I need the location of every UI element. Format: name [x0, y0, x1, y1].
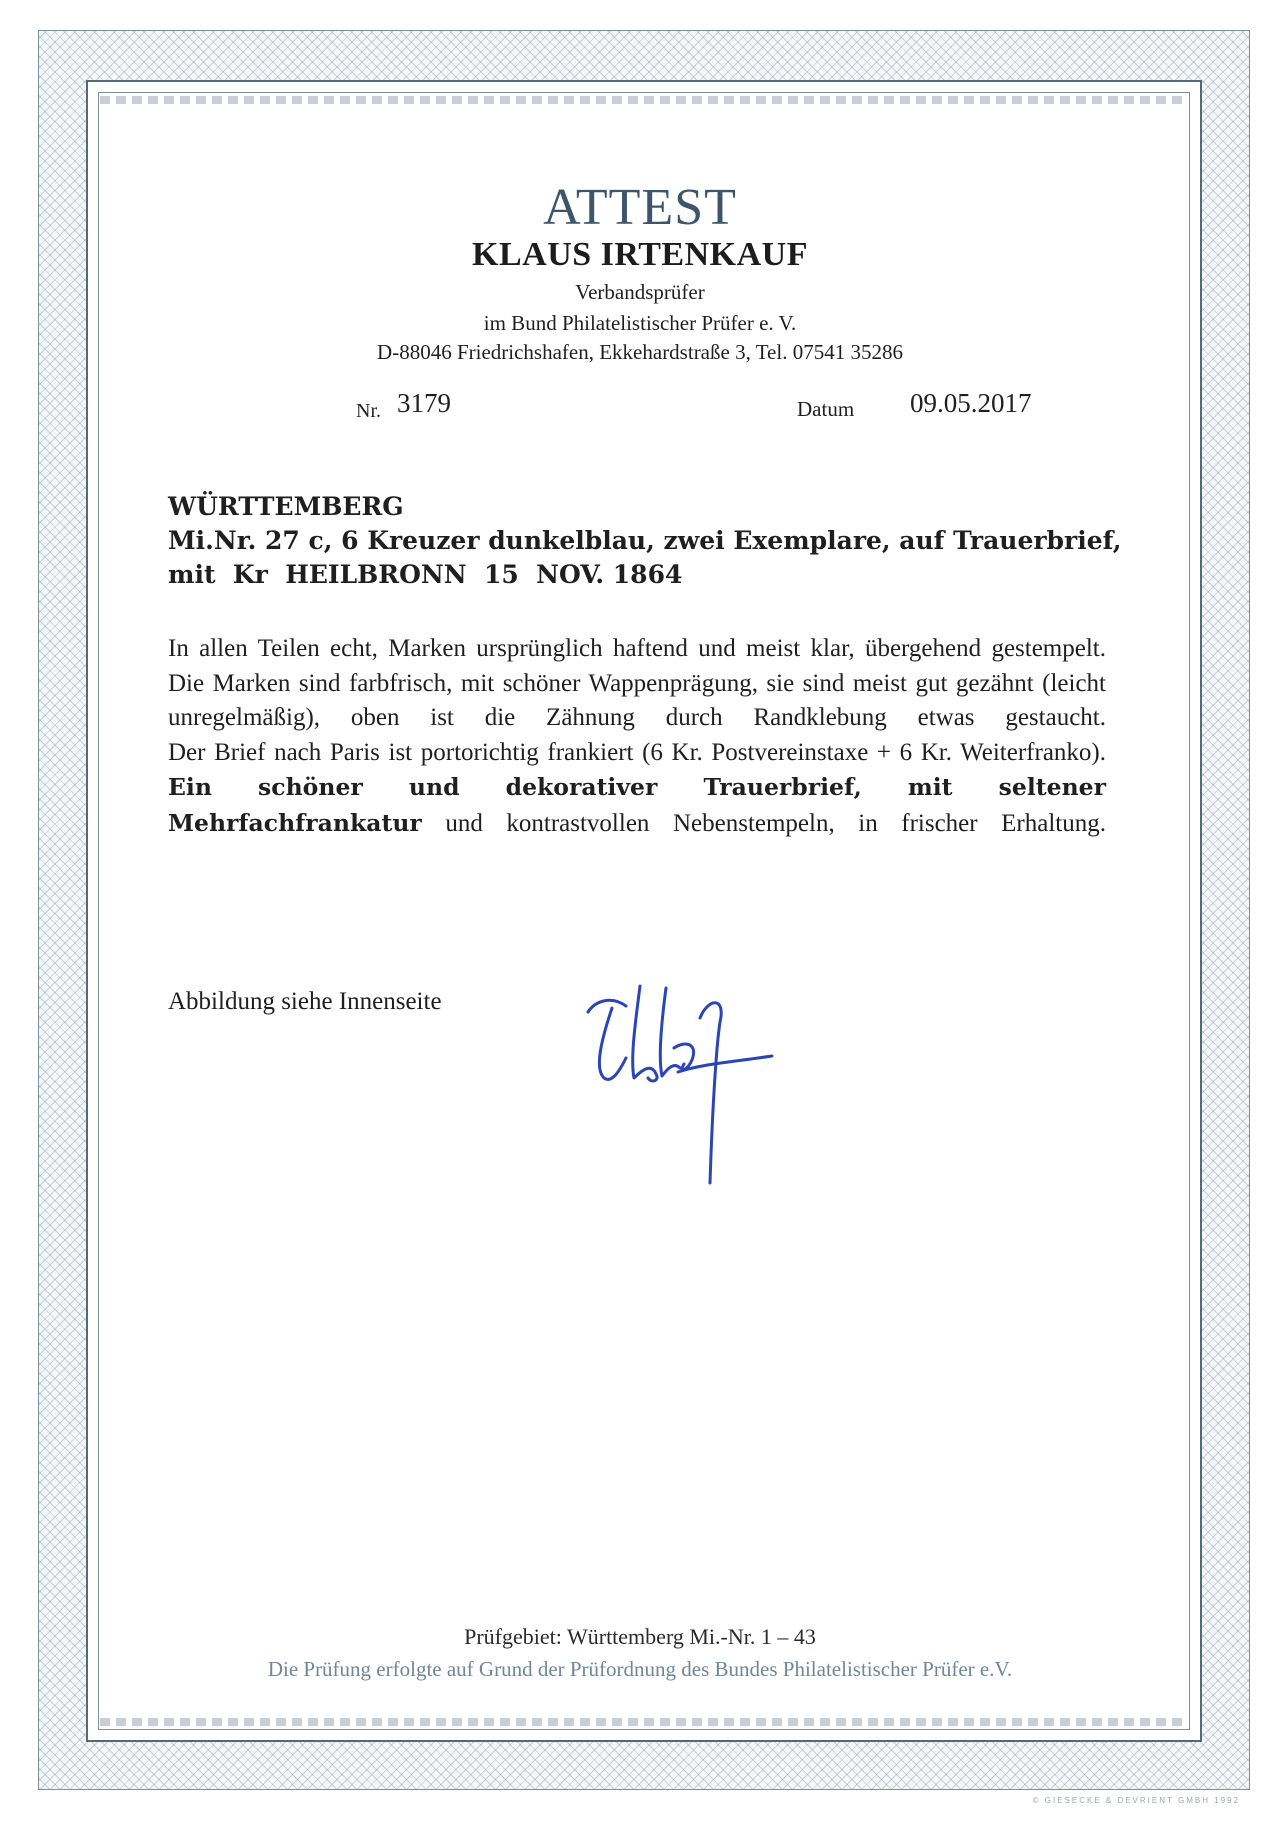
- bottom-ornament: [100, 1718, 1188, 1726]
- summary-rest: und kontrastvollen Nebenstempeln, in frischer Erhaltung.: [421, 809, 1106, 837]
- examiner-role: Verbandsprüfer: [575, 280, 705, 304]
- summary-paragraph: [168, 770, 1106, 841]
- document-title: ATTEST: [543, 179, 737, 236]
- examiner-name: KLAUS IRTENKAUF: [472, 236, 808, 273]
- genuineness-paragraph: In allen Teilen echt, Marken ursprünglich haftend und meist klar, übergehend gestempelt.: [168, 635, 1106, 662]
- top-ornament: [100, 96, 1188, 104]
- date-label: Datum: [797, 397, 855, 421]
- handwritten-signature: [582, 978, 802, 1198]
- certificate-date: 09.05.2017: [910, 388, 1032, 418]
- certificate-number-label: Nr.: [356, 400, 381, 422]
- item-description: [168, 490, 1122, 592]
- summary-bold: Ein schöner und dekorativer Trauerbrief, mit seltener Mehrfachfrankatur: [168, 773, 1106, 837]
- subject-catalog: Mi.Nr. 27 c, 6 Kreuzer dunkelblau, zwei Exemplare, auf Trauerbrief,: [168, 526, 1122, 555]
- franking-paragraph: Der Brief nach Paris ist portorichtig frankiert (6 Kr. Postvereinstaxe + 6 Kr. Weiterfranko).: [168, 738, 1106, 766]
- subject-postmark: mit Kr HEILBRONN 15 NOV. 1864: [168, 560, 683, 589]
- illustration-note: Abbildung siehe Innenseite: [168, 988, 442, 1015]
- printer-imprint: © GIESECKE & DEVRIENT GMBH 1992: [1032, 1796, 1240, 1805]
- condition-paragraph: Die Marken sind farbfrisch, mit schöner Wappenprägung, sie sind meist gut gezähnt (leicht unregelmäßig), oben ist die Zähnung durch Randklebung etwas gestaucht.: [168, 669, 1106, 731]
- certificate-number: 3179: [397, 388, 451, 418]
- certificate-body: [168, 632, 1106, 841]
- examination-scope: Prüfgebiet: Württemberg Mi.-Nr. 1 – 43: [464, 1624, 816, 1649]
- examiner-association: im Bund Philatelistischer Prüfer e. V.: [483, 311, 797, 335]
- inner-border: [98, 92, 1190, 1730]
- examiner-address: D-88046 Friedrichshafen, Ekkehardstraße 3, Tel. 07541 35286: [377, 340, 903, 364]
- examination-statement: Die Prüfung erfolgte auf Grund der Prüfordnung des Bundes Philatelistischer Prüfer e.V.: [267, 1657, 1013, 1681]
- subject-country: WÜRTTEMBERG: [168, 492, 404, 521]
